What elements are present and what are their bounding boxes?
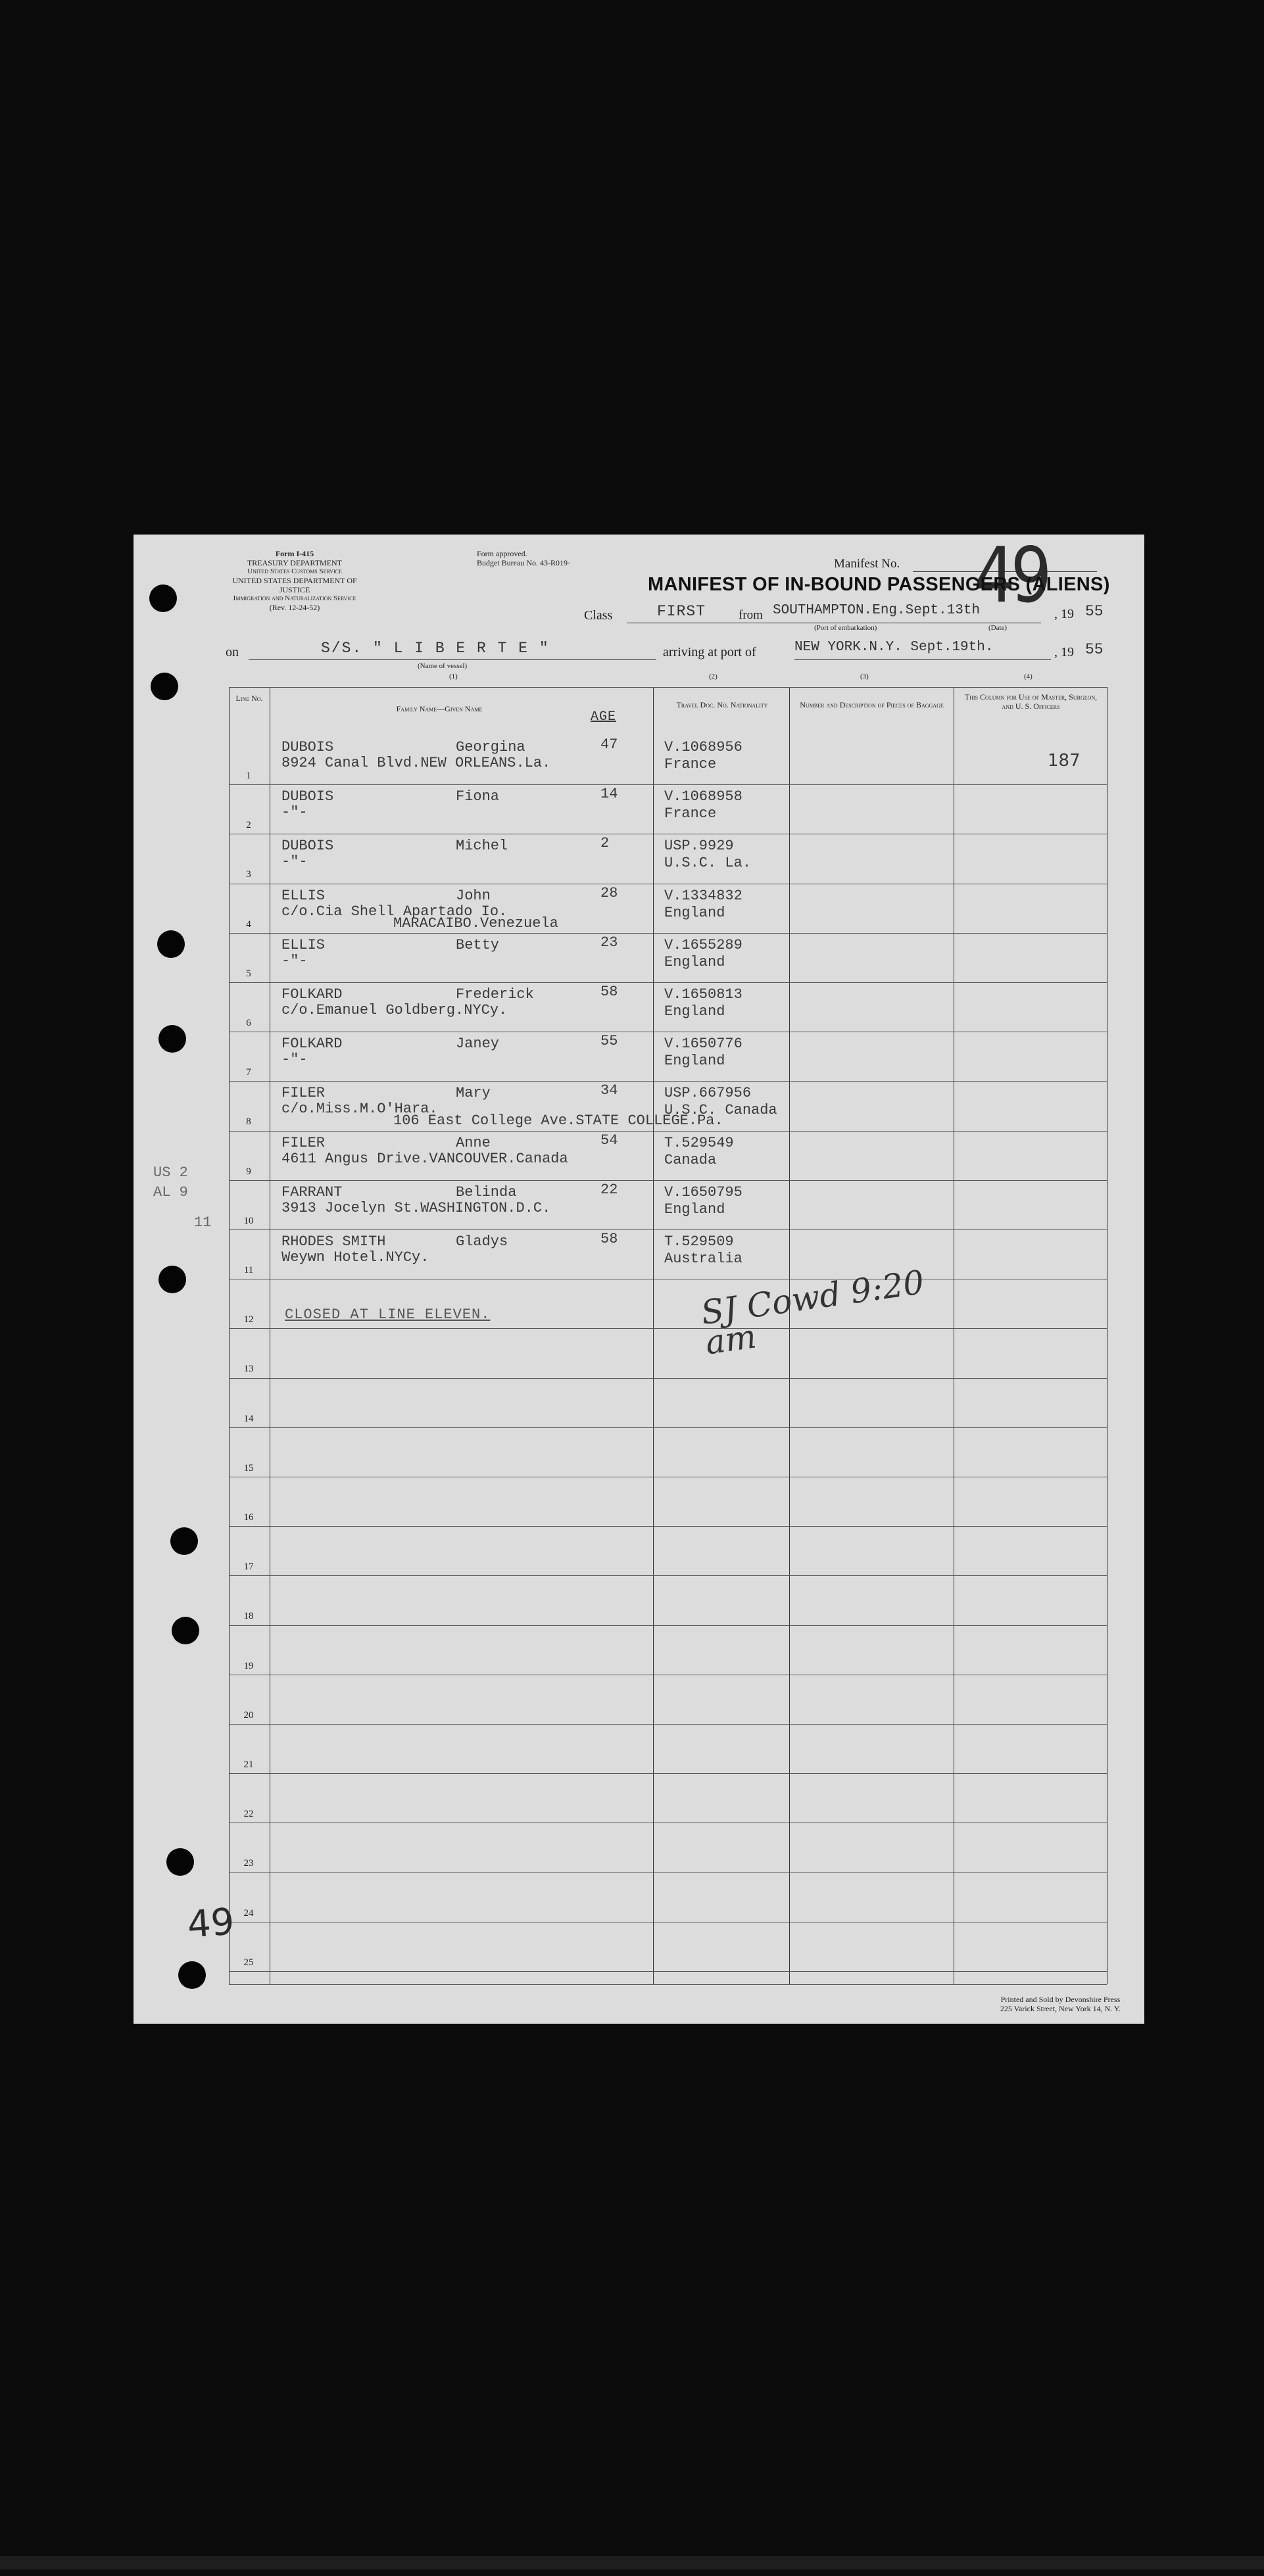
table-row [229, 1378, 1107, 1427]
table-row [229, 1724, 1107, 1773]
on-label: on [226, 645, 239, 659]
address-line: c/o.Emanuel Goldberg.NYCy. [281, 1002, 508, 1018]
col-header-baggage: Number and Description of Pieces of Baggage [800, 700, 944, 709]
line-number: 2 [246, 820, 251, 831]
table-row [229, 1032, 1107, 1081]
given-name: Janey [456, 1036, 500, 1053]
address-line-2: 106 East College Ave.STATE COLLEGE.Pa. [393, 1112, 723, 1130]
line-number: 16 [243, 1512, 254, 1523]
travel-doc-number: USP.9929 [664, 838, 734, 855]
family-name: FILER [281, 1085, 326, 1102]
table-row [229, 1773, 1107, 1823]
line-number: 5 [246, 968, 251, 979]
address-line: 8924 Canal Blvd.NEW ORLEANS.La. [281, 755, 551, 771]
nationality: Australia [664, 1251, 742, 1267]
table-row [229, 1180, 1107, 1229]
travel-doc-number: USP.667956 [664, 1085, 752, 1102]
line-number: 12 [243, 1314, 254, 1325]
form-revision: (Rev. 12-24-52) [269, 603, 320, 612]
line-number: 15 [243, 1462, 254, 1473]
travel-doc-number: V.1068956 [664, 739, 742, 755]
given-name: Fiona [456, 788, 500, 805]
footer-line-1: Printed and Sold by Devonshire Press [1000, 1995, 1121, 2004]
margin-note-3: 11 [194, 1214, 212, 1231]
given-name: John [456, 887, 491, 904]
officer-signature: SJ Cowd 9:20 am [698, 1263, 927, 1362]
table-row [229, 1575, 1107, 1625]
line-number: 23 [243, 1858, 254, 1869]
table-row [229, 1922, 1107, 1971]
table-row [229, 1823, 1107, 1872]
nationality: England [664, 904, 725, 921]
address-line: -"- [281, 853, 308, 871]
given-name: Michel [456, 838, 508, 855]
family-name: FILER [281, 1134, 326, 1151]
manifest-page [134, 531, 1144, 2024]
footer-line-2: 225 Varick Street, New York 14, N. Y. [1000, 2004, 1121, 2013]
travel-doc-number: V.1655289 [664, 936, 742, 953]
travel-doc-number: T.529509 [664, 1233, 734, 1250]
table-row [229, 1328, 1107, 1377]
form-header-block [219, 549, 370, 612]
given-name: Frederick [456, 986, 534, 1003]
travel-doc-number: V.1650795 [664, 1183, 742, 1201]
table-row [229, 1625, 1107, 1675]
family-name: DUBOIS [281, 838, 334, 855]
nationality: England [664, 1003, 725, 1020]
given-name: Betty [456, 936, 500, 953]
table-row [229, 1081, 1107, 1130]
age-value: 58 [600, 984, 618, 1000]
address-line: Weywn Hotel.NYCy. [281, 1249, 429, 1266]
dept-line-4: Immigration and Naturalization Service [233, 594, 356, 602]
family-name: FOLKARD [281, 986, 343, 1003]
dept-line-1: TREASURY DEPARTMENT [247, 558, 343, 567]
line-number: 13 [243, 1364, 254, 1375]
age-value: 22 [600, 1181, 618, 1198]
class-label: Class [584, 608, 613, 623]
family-name: DUBOIS [281, 739, 334, 755]
col-number-2: (2) [709, 673, 717, 680]
budget-approval [477, 549, 570, 567]
punch-hole [172, 1617, 199, 1644]
dept-line-2: United States Customs Service [247, 567, 342, 575]
address-line: 3913 Jocelyn St.WASHINGTON.D.C. [281, 1199, 551, 1216]
address-line: c/o.Cia Shell Apartado Io. [281, 903, 508, 920]
line-number: 24 [243, 1907, 254, 1919]
address-line: -"- [281, 952, 308, 969]
line-number: 22 [243, 1809, 254, 1820]
family-name: ELLIS [281, 887, 326, 904]
family-name: ELLIS [281, 936, 326, 953]
margin-note-2: AL 9 [153, 1184, 188, 1201]
punch-hole [166, 1848, 194, 1876]
approval-line-2: Budget Bureau No. 43-R019· [477, 558, 570, 567]
vessel-caption: (Name of vessel) [418, 662, 468, 670]
col-header-travel-doc: Travel Doc. No. Nationality [676, 700, 768, 709]
form-number: Form I-415 [275, 549, 314, 558]
year-prefix-1: , 19 [1054, 607, 1074, 621]
family-name: RHODES SMITH [281, 1233, 386, 1250]
approval-line-1: Form approved. [477, 549, 527, 558]
table-row [229, 1675, 1107, 1724]
manifest-title: MANIFEST OF IN-BOUND PASSENGERS (ALIENS) [648, 574, 1110, 595]
travel-doc-number: V.1068958 [664, 788, 742, 805]
table-row [229, 884, 1107, 933]
closed-at-line-note: CLOSED AT LINE ELEVEN. [285, 1306, 491, 1323]
arriving-label: arriving at port of [663, 645, 756, 659]
printer-footer [1000, 1995, 1121, 2013]
table-row [229, 1427, 1107, 1477]
given-name: Belinda [456, 1183, 517, 1201]
punch-hole [178, 1961, 206, 1989]
from-label: from [739, 608, 763, 622]
age-value: 14 [600, 786, 618, 803]
class-value: FIRST [657, 603, 706, 620]
passenger-table [229, 687, 1107, 1984]
address-line: c/o.Miss.M.O'Hara. [281, 1101, 438, 1118]
age-value: 23 [600, 934, 618, 951]
line-number: 8 [246, 1116, 251, 1128]
age-value: 58 [600, 1231, 618, 1247]
line-number: 7 [246, 1067, 251, 1078]
travel-doc-number: V.1650813 [664, 986, 742, 1003]
table-row [229, 834, 1107, 883]
age-value: 2 [600, 835, 610, 852]
family-name: FOLKARD [281, 1036, 343, 1053]
table-row [229, 1872, 1107, 1922]
address-line: -"- [281, 1051, 308, 1068]
table-row [229, 1131, 1107, 1180]
given-name: Gladys [456, 1233, 508, 1250]
manifest-no-label: Manifest No. [834, 557, 900, 571]
line-number: 19 [243, 1660, 254, 1671]
port-caption: (Port of embarkation) [814, 624, 877, 632]
age-value: 34 [600, 1082, 618, 1099]
address-line: -"- [281, 804, 308, 821]
nationality: U.S.C. Canada [664, 1102, 777, 1119]
table-row [229, 1477, 1107, 1526]
nationality: England [664, 953, 725, 970]
punch-hole [149, 584, 177, 612]
table-row [229, 735, 1107, 784]
address-line: 4611 Angus Drive.VANCOUVER.Canada [281, 1150, 568, 1167]
from-value: SOUTHAMPTON.Eng.Sept.13th [773, 603, 981, 618]
arrival-port: NEW YORK.N.Y. Sept.19th. [794, 640, 994, 655]
given-name: Anne [456, 1134, 491, 1151]
col-header-age: AGE [591, 709, 617, 725]
manifest-number: 49 [973, 531, 1048, 620]
handwritten-page-number: 49 [185, 1900, 236, 1947]
date-caption: (Date) [988, 624, 1008, 632]
line-number: 21 [243, 1759, 254, 1770]
vessel-name: S/S. " L I B E R T E " [321, 640, 550, 657]
family-name: DUBOIS [281, 788, 334, 805]
dept-line-3: UNITED STATES DEPARTMENT OF JUSTICE [232, 576, 357, 594]
given-name: Mary [456, 1085, 491, 1102]
punch-hole [157, 930, 185, 958]
punch-hole [158, 1266, 186, 1293]
nationality: England [664, 1053, 725, 1070]
line-number: 20 [243, 1709, 254, 1721]
line-number: 10 [243, 1215, 254, 1226]
age-value: 47 [600, 736, 618, 753]
vessel-col-number: (1) [449, 673, 458, 680]
table-row [229, 1229, 1107, 1279]
table-row [229, 1526, 1107, 1575]
line-number: 3 [246, 869, 251, 880]
nationality: France [664, 756, 717, 773]
table-row [229, 784, 1107, 834]
table-row [229, 982, 1107, 1032]
nationality: France [664, 805, 717, 823]
line-number: 6 [246, 1018, 251, 1028]
family-name: FARRANT [281, 1183, 343, 1201]
line-number: 18 [243, 1611, 254, 1622]
col-number-3: (3) [860, 673, 869, 680]
age-value: 55 [600, 1033, 618, 1050]
year-value-2: 55 [1085, 641, 1104, 658]
line-number: 25 [243, 1957, 254, 1968]
punch-hole [151, 673, 178, 700]
line-number: 9 [246, 1166, 251, 1177]
nationality: U.S.C. La. [664, 855, 752, 872]
travel-doc-number: V.1334832 [664, 887, 742, 904]
line-number: 1 [246, 771, 251, 781]
nationality: England [664, 1201, 725, 1218]
table-row [229, 933, 1107, 982]
age-value: 28 [600, 884, 618, 901]
travel-doc-number: V.1650776 [664, 1036, 742, 1053]
col-header-name: Family Name—Given Name [396, 704, 483, 713]
year-value-1: 55 [1085, 603, 1104, 620]
year-prefix-2: , 19 [1054, 645, 1074, 659]
line-number: 14 [243, 1413, 254, 1424]
nationality: Canada [664, 1151, 717, 1168]
col-number-4: (4) [1024, 673, 1033, 680]
line-number: 17 [243, 1562, 254, 1573]
age-value: 54 [600, 1132, 618, 1149]
travel-doc-number: T.529549 [664, 1134, 734, 1151]
punch-hole [170, 1527, 198, 1555]
line-number: 4 [246, 918, 251, 930]
col-header-line-no: Line No. [235, 694, 263, 703]
officer-entry: 187 [1048, 751, 1081, 771]
punch-hole [158, 1025, 186, 1053]
col-header-officers: This Column for Use of Master, Surgeon, and U. S. Officers [964, 692, 1098, 711]
line-number: 11 [243, 1265, 254, 1276]
given-name: Georgina [456, 739, 525, 755]
address-line-2: MARACAIBO.Venezuela [393, 915, 558, 932]
margin-note-1: US 2 [153, 1164, 188, 1181]
